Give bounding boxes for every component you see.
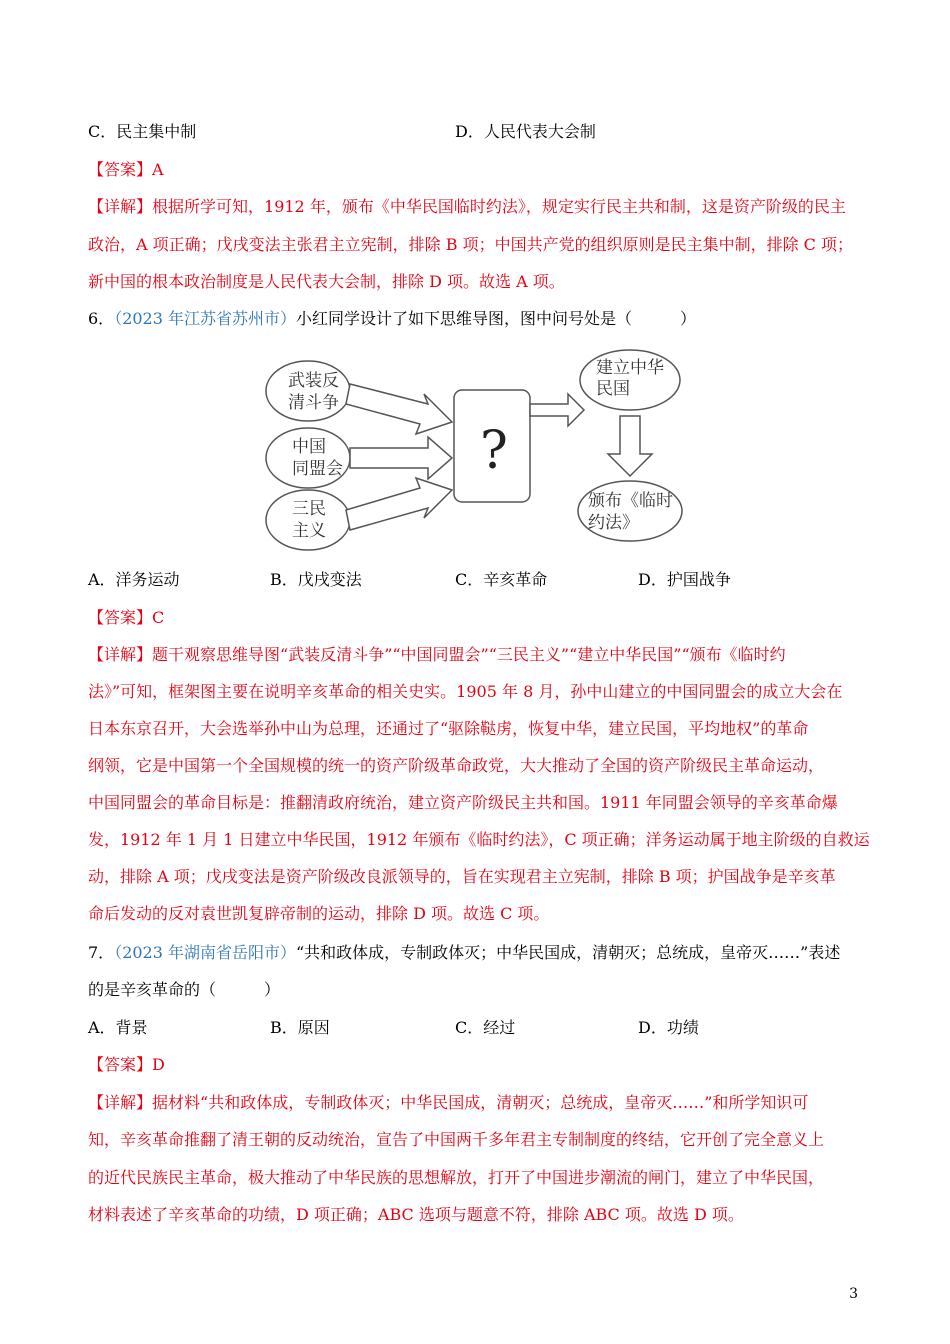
q6-detail-line-7: 动，排除 A 项；戊戌变法是资产阶级改良派领导的，旨在实现君主立宪制，排除 B 项；护国战争是辛亥革 [88, 867, 836, 886]
node-three-principles-label-1: 三民 [292, 499, 326, 519]
node-tongmenghui-label-2: 同盟会 [292, 459, 343, 479]
q7-stem-line-1 [88, 942, 840, 964]
arrow-down [608, 416, 652, 476]
node-three-principles-label-2: 主义 [292, 521, 326, 541]
q7-answer [88, 1054, 165, 1076]
page-number: 3 [849, 1286, 858, 1302]
node-armed-struggle-label-1: 武装反 [288, 371, 339, 391]
node-provisional-constitution-label-1: 颁布《临时 [588, 491, 673, 511]
node-establish-roc-label-2: 民国 [596, 379, 630, 399]
node-tongmenghui-label-1: 中国 [292, 437, 326, 457]
q5-option-d: D．人民代表大会制 [455, 122, 596, 141]
question-number: 7． [88, 943, 115, 962]
q6-detail-line-5: 中国同盟会的革命目标是：推翻清政府统治，建立资产阶级民主共和国。1911 年同盟会领导的辛亥革命爆 [88, 793, 838, 812]
question-text: 小红同学设计了如下思维导图，图中问号处是（ ） [296, 309, 697, 328]
q7-detail-line-1: 【详解】据材料“共和政体成，专制政体灭；中华民国成，清朝灭；总统成，皇帝灭……”和所学知识可 [88, 1093, 809, 1112]
arrow-armed-struggle [346, 384, 452, 434]
detail-label: 【详解】 [88, 645, 153, 664]
q7-detail-line-2: 知，辛亥革命推翻了清王朝的反动统治，宣告了中国两千多年君主专制制度的终结，它开创了完全意义上 [88, 1130, 825, 1149]
q7-option-b: B．原因 [270, 1018, 330, 1037]
answer-value: D [152, 1055, 165, 1074]
q6-answer [88, 607, 164, 629]
question-mark: ? [480, 421, 508, 481]
q7-option-a: A．背景 [88, 1018, 148, 1037]
q7-option-c: C．经过 [455, 1018, 516, 1037]
node-armed-struggle-label-2: 清斗争 [288, 393, 339, 413]
q6-detail-line-2: 法》”可知，框架图主要在说明辛亥革命的相关史实。1905 年 8 月，孙中山建立的中国同盟会的成立大会在 [88, 682, 843, 701]
node-establish-roc-label-1: 建立中华 [596, 358, 664, 378]
arrow-three-principles [346, 478, 452, 530]
q6-option-d: D．护国战争 [638, 570, 731, 589]
detail-label: 【详解】 [88, 1093, 153, 1112]
q5-option-c: C．民主集中制 [88, 122, 197, 141]
detail-label: 【详解】 [88, 197, 153, 216]
q7-detail-line-4: 材料表述了辛亥革命的功绩，D 项正确；ABC 选项与题意不符，排除 ABC 项。故选 D 项。 [88, 1205, 744, 1224]
answer-label: 【答案】 [88, 160, 153, 179]
q6-detail-line-3: 日本东京召开，大会选举孙中山为总理，还通过了“驱除鞑虏，恢复中华，建立民国，平均地权”的革命 [88, 719, 809, 738]
q6-option-a: A．洋务运动 [88, 570, 180, 589]
q5-answer [88, 159, 164, 181]
q6-detail-line-6: 发，1912 年 1 月 1 日建立中华民国，1912 年颁布《临时约法》，C 项正确；洋务运动属于地主阶级的自救运 [88, 830, 870, 849]
q5-detail-line-1: 【详解】根据所学可知，1912 年，颁布《中华民国临时约法》，规定实行民主共和制，这是资产阶级的民主 [88, 197, 846, 216]
node-provisional-constitution-label-2: 约法》 [588, 513, 639, 533]
q7-detail-line-3: 的近代民族民主革命，极大推动了中华民族的思想解放，打开了中国进步潮流的闸门，建立了中华民国， [88, 1168, 825, 1187]
answer-label: 【答案】 [88, 1055, 153, 1074]
q6-detail-line-8: 命后发动的反对袁世凯复辟帝制的运动，排除 D 项。故选 C 项。 [88, 904, 550, 923]
q6-option-b: B．戊戌变法 [270, 570, 362, 589]
mind-map-diagram [258, 348, 690, 560]
q5-detail-line-2: 政治，A 项正确；戊戌变法主张君主立宪制，排除 B 项；中国共产党的组织原则是民主集中制，排除 C 项； [88, 235, 853, 254]
arrow-to-roc [530, 394, 584, 426]
question-source: （2023 年江苏省苏州市） [114, 309, 296, 328]
answer-label: 【答案】 [88, 608, 153, 627]
q5-detail-line-3: 新中国的根本政治制度是人民代表大会制，排除 D 项。故选 A 项。 [88, 272, 565, 291]
q7-option-d: D．功绩 [638, 1018, 699, 1037]
question-source: （2023 年湖南省岳阳市） [114, 943, 296, 962]
q6-stem [88, 308, 696, 330]
question-text: “共和政体成，专制政体灭；中华民国成，清朝灭；总统成，皇帝灭……”表述 [296, 943, 841, 962]
answer-value: C [152, 608, 165, 627]
answer-value: A [152, 160, 164, 179]
q6-option-c: C．辛亥革命 [455, 570, 548, 589]
question-number: 6． [88, 309, 115, 328]
q6-detail-line-1: 【详解】题干观察思维导图“武装反清斗争”“中国同盟会”“三民主义”“建立中华民国”“颁布《临时约 [88, 645, 786, 664]
q7-stem-line-2: 的是辛亥革命的（ ） [88, 980, 281, 999]
q6-detail-line-4: 纲领，它是中国第一个全国规模的统一的资产阶级革命政党，大大推动了全国的资产阶级民主革命运动， [88, 756, 825, 775]
arrow-tongmenghui [350, 437, 452, 479]
